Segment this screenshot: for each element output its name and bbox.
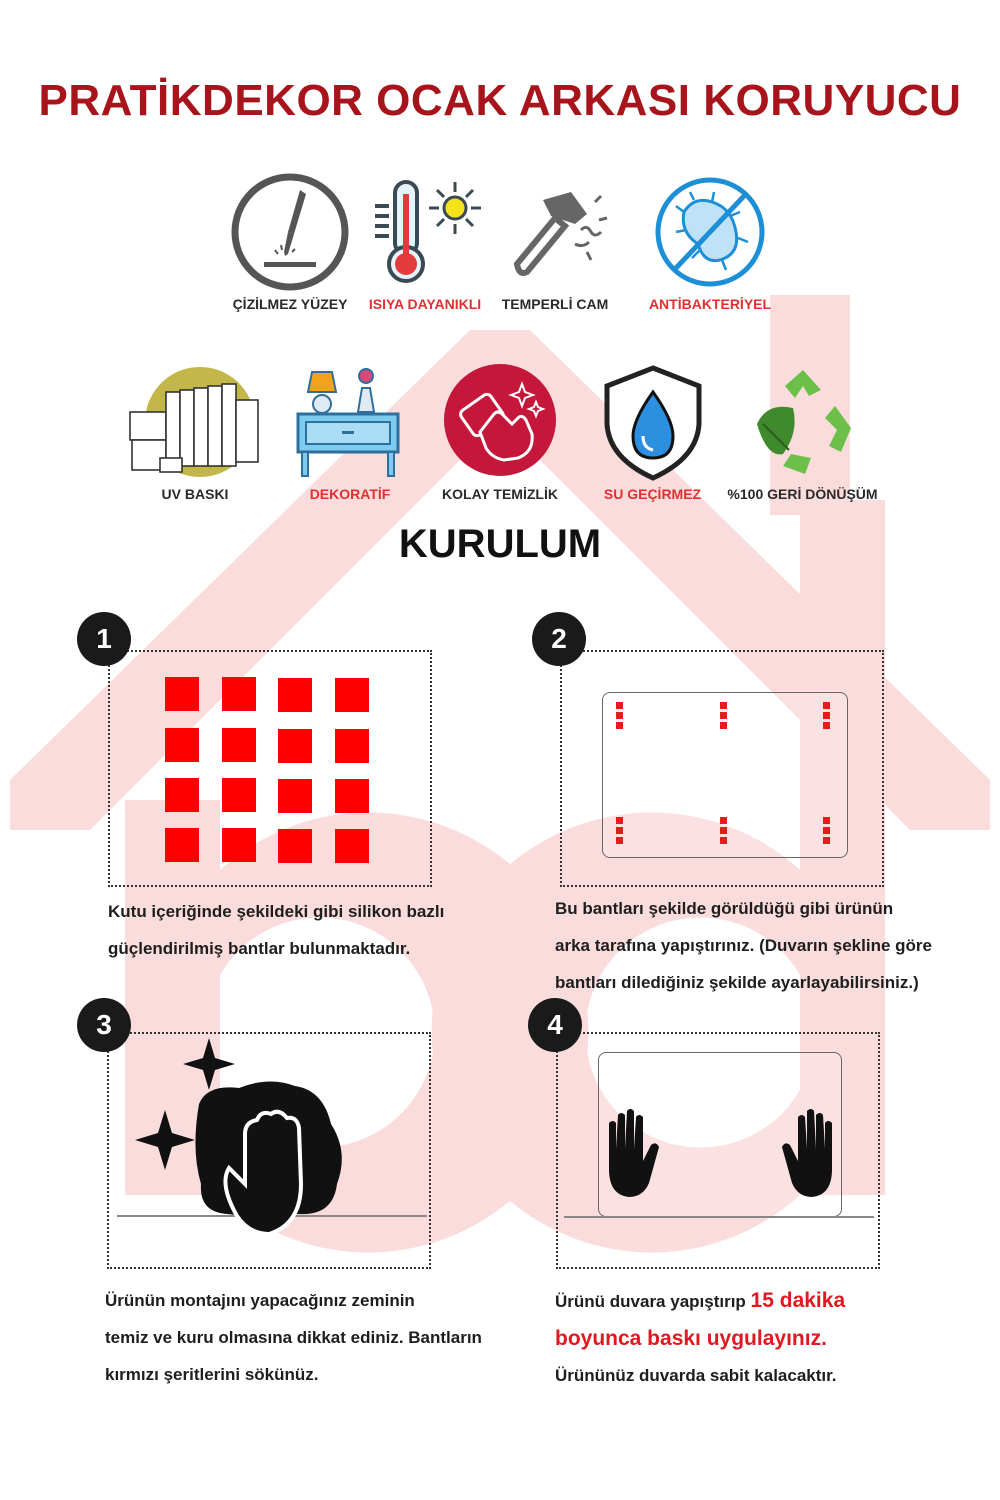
step-4-description: Ürünü duvara yapıştırıp 15 dakika boyunca baskı uygulayınız. Ürününüz duvarda sabit kalacaktır. [555, 1282, 975, 1394]
feature-waterproof [590, 362, 715, 502]
right-hand-icon [778, 1109, 838, 1199]
floor-line [564, 1216, 874, 1218]
step-4-badge: 4 [528, 998, 582, 1052]
step-3-description: Ürünün montajını yapacağınız zeminin temiz ve kuru olmasına dikkat ediniz. Bantların kırmızı şeritlerini sökünüz. [105, 1291, 482, 1384]
easy-clean-icon [440, 362, 560, 482]
step-2-description: Bu bantları şekilde görüldüğü gibi ürünün arka tarafına yapıştırınız. (Duvarın şekline göre bantları dilediğiniz şekilde ayarlayabilirsiniz.) [555, 899, 932, 992]
feature-label: TEMPERLİ CAM [501, 296, 609, 312]
antibacterial-icon [650, 172, 770, 292]
feature-label: DEKORATİF [309, 486, 391, 502]
installation-title: KURULUM [398, 522, 602, 566]
pressure-highlight: boyunca baskı uygulayınız. [555, 1327, 827, 1350]
feature-antibacterial [640, 172, 780, 312]
uv-print-icon [120, 362, 270, 482]
page-title: PRATİKDEKOR OCAK ARKASI KORUYUCU [38, 76, 962, 125]
feature-easy-clean [430, 362, 570, 502]
feature-label: %100 GERİ DÖNÜŞÜM [727, 486, 878, 502]
cleaning-hand-icon [109, 1034, 433, 1271]
step-1-illustration [108, 650, 432, 887]
feature-label: ANTİBAKTERİYEL [648, 296, 772, 312]
recycle-icon [743, 362, 863, 482]
step-4-illustration [556, 1032, 880, 1269]
step-3-illustration [107, 1032, 431, 1269]
left-hand-icon [603, 1109, 663, 1199]
step-1-description: Kutu içeriğinde şekildeki gibi silikon bazlı güçlendirilmiş bantlar bulunmaktadır. [108, 902, 445, 958]
feature-tempered-glass [490, 172, 620, 312]
scratch-resistant-icon [230, 172, 350, 292]
step-2-illustration [560, 650, 884, 887]
feature-label: UV BASKI [161, 486, 229, 502]
step-3-badge: 3 [77, 998, 131, 1052]
feature-label: KOLAY TEMİZLİK [442, 486, 558, 502]
feature-label: ÇİZİLMEZ YÜZEY [232, 296, 348, 312]
feature-heat-resistant [360, 172, 490, 312]
step-2-badge: 2 [532, 612, 586, 666]
feature-recycle [720, 362, 885, 502]
waterproof-icon [593, 362, 713, 482]
product-panel [602, 692, 848, 858]
feature-uv-print [120, 362, 270, 502]
decorative-icon [290, 362, 410, 482]
feature-label: ISIYA DAYANIKLI [368, 296, 482, 312]
tempered-glass-icon [495, 172, 615, 292]
heat-resistant-icon [365, 172, 485, 292]
feature-label: SU GEÇİRMEZ [603, 486, 702, 502]
feature-scratch-resistant [225, 172, 355, 312]
step-1-badge: 1 [77, 612, 131, 666]
duration-highlight: 15 dakika [750, 1289, 846, 1312]
feature-decorative [290, 362, 410, 502]
